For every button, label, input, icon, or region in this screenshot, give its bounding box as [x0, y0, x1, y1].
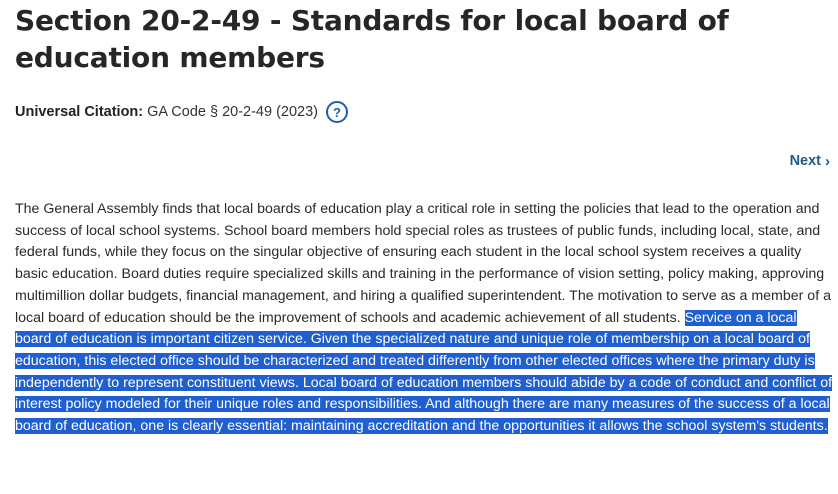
- page-title: Section 20-2-49 - Standards for local board of education members: [15, 4, 729, 74]
- chevron-right-icon: ›: [825, 152, 830, 170]
- next-label: Next: [789, 153, 821, 169]
- selected-text: Service on a local board of education is important citizen service. Given the specialized nature and unique role of membership on a local board of education, this elected office should be characterized and treated differently from other elected offices where the primary duty is independently to represent constituent views. Local board of education members should abide by a code of conduct and conflict of interest policy modeled for their unique roles and responsibilities. And although there are many measures of the success of a local board of education, one is clearly essential: maintaining accreditation and the opportunities it allows the school system's students.: [15, 309, 833, 435]
- universal-citation: [15, 100, 348, 124]
- citation-value: GA Code § 20-2-49 (2023): [147, 104, 318, 120]
- help-icon[interactable]: ?: [326, 101, 348, 123]
- next-section-link[interactable]: [790, 149, 830, 173]
- statute-text-unselected: The General Assembly finds that local boards of education play a critical role in setting the policies that lead to the operation and success of local school systems. School board members hold special roles as trustees of public funds, including local, state, and federal funds, while they focus on the singular objective of ensuring each student in the local school system receives a quality basic education. Board duties require specialized skills and training in the performance of vision setting, policy making, approving multimillion dollar budgets, financial management, and hiring a qualified superintendent. The motivation to serve as a member of a local board of education should be the improvement of schools and academic achievement of all students.: [15, 201, 831, 326]
- citation-label: Universal Citation:: [15, 104, 144, 120]
- statute-text: [15, 199, 835, 438]
